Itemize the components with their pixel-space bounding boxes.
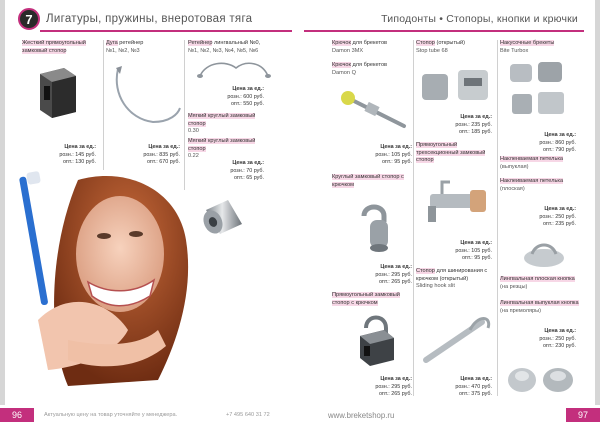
price-rect-stopper-hook: Цена за ед.: розн.: 295 руб. опт.: 265 руб. [375,376,412,398]
arc-retainer-image [108,64,184,126]
product-lingual-retainer[interactable]: Ретейнер лингвальный №0, №1, №2, №3, №4, №5, №6 [188,40,261,54]
divider [103,40,104,170]
sliding-hook-image [420,308,494,366]
section-title-right: Типодонты • Стопоры, кнопки и крючки [381,13,578,25]
rect-stopper-image [32,64,82,122]
page-number-left: 96 [0,408,34,422]
footer-website-link[interactable]: www.breketshop.ru [328,410,395,420]
product-tri-stopper[interactable]: Прямоугольный трехсекционный замковый стопор [416,142,486,163]
product-stopper-rect[interactable] [22,40,98,55]
tri-stopper-image [420,178,494,226]
product-loop-convex[interactable]: Накленваемая петелька (выпуклая) [500,156,564,170]
product-lingual-button-convex[interactable]: Лингвальная выпуклая кнопка (на премоляры) [500,300,579,314]
page-edge-left [0,0,5,405]
price-arc-retainer: Цена за ед.: розн.: 835 руб. опт.: 670 руб. [143,144,180,166]
product-round-stopper-030[interactable]: Мягкий круглый замковый стопор 0.30 [188,113,256,134]
product-title: Жесткий прямоугольный замковый стопор [22,40,86,54]
footer-phone[interactable]: +7 495 640 31 72 [226,412,270,418]
header-rule-left [40,30,292,32]
divider [184,40,185,190]
product-round-stopper-022[interactable]: Мягкий круглый замковый стопор 0.22 [188,138,256,159]
page-edge-right [595,0,600,405]
price-sliding-hook: Цена за ед.: розн.: 470 руб. опт.: 375 руб. [455,376,492,398]
bite-turbox-image [504,60,574,122]
product-hook-damon3mx[interactable]: Крючок для брекетов Damon 3MX [332,40,388,54]
product-bite-turbox[interactable]: Накусочные брекеты Bite Turbox [500,40,555,54]
rect-stopper-hook-image [350,312,400,368]
model-photo [8,170,198,396]
product-sliding-hook[interactable]: Стопор для шинирования с крючком (открытый) Sliding hook slit [416,268,488,289]
page-number-right: 97 [566,408,600,422]
round-stopper-image [198,194,248,246]
price-stop-open: Цена за ед.: розн.: 235 руб. опт.: 185 руб. [455,114,492,136]
footer-left [0,405,300,425]
header-left [0,8,295,30]
section-badge: 7 [18,8,40,30]
loop-image [514,236,574,270]
price-loop: Цена за ед.: розн.: 250 руб. опт.: 235 руб. [539,206,576,228]
product-lingual-button-flat[interactable]: Лингвальная плоская кнопка (на резцы) [500,276,575,290]
price-lingual-retainer: Цена за ед.: розн.: 600 руб. опт.: 550 руб. [227,86,264,108]
footer-right [300,405,600,425]
product-arc-retainer[interactable]: Дуга ретейнер №1, №2, №3 [106,40,144,54]
product-hook-damonq[interactable]: Крючок для брекетов Damon Q [332,62,388,76]
price-round-stopper-hook: Цена за ед.: розн.: 295 руб. опт.: 265 руб. [375,264,412,286]
divider [413,40,414,396]
lingual-button-image [504,360,580,396]
price-hook: Цена за ед.: розн.: 105 руб. опт.: 95 руб. [375,144,412,166]
footer-note: Актуальную цену на товар уточняйте у менеджера. [44,412,178,418]
header-rule-right [304,30,584,32]
lingual-retainer-image [196,56,272,82]
product-loop-flat[interactable]: Наклеиваемая петелька (плоская) [500,178,564,192]
round-stopper-hook-image [350,202,400,256]
price-lingual-button: Цена за ед.: розн.: 250 руб. опт.: 230 руб. [539,328,576,350]
product-stop-open[interactable]: Стопор (открытый) Stop tube 68 [416,40,466,54]
price-round-stopper: Цена за ед.: розн.: 70 руб. опт.: 65 руб. [230,160,264,182]
divider [497,40,498,396]
product-rect-stopper-hook[interactable]: Прямоугольный замковый стопор с крючком [332,292,400,306]
price-tri-stopper: Цена за ед.: розн.: 105 руб. опт.: 95 руб. [455,240,492,262]
section-title-left: Лигатуры, пружины, внеротовая тяга [46,13,253,25]
hook-image [338,86,412,132]
price-bite-turbox: Цена за ед.: розн.: 860 руб. опт.: 790 руб. [539,132,576,154]
price-stopper-rect: Цена за ед.: розн.: 145 руб. опт.: 130 руб. [59,144,96,166]
stop-open-image [418,62,494,108]
product-round-stopper-hook[interactable]: Круглый замковый стопор с крючком [332,174,404,188]
